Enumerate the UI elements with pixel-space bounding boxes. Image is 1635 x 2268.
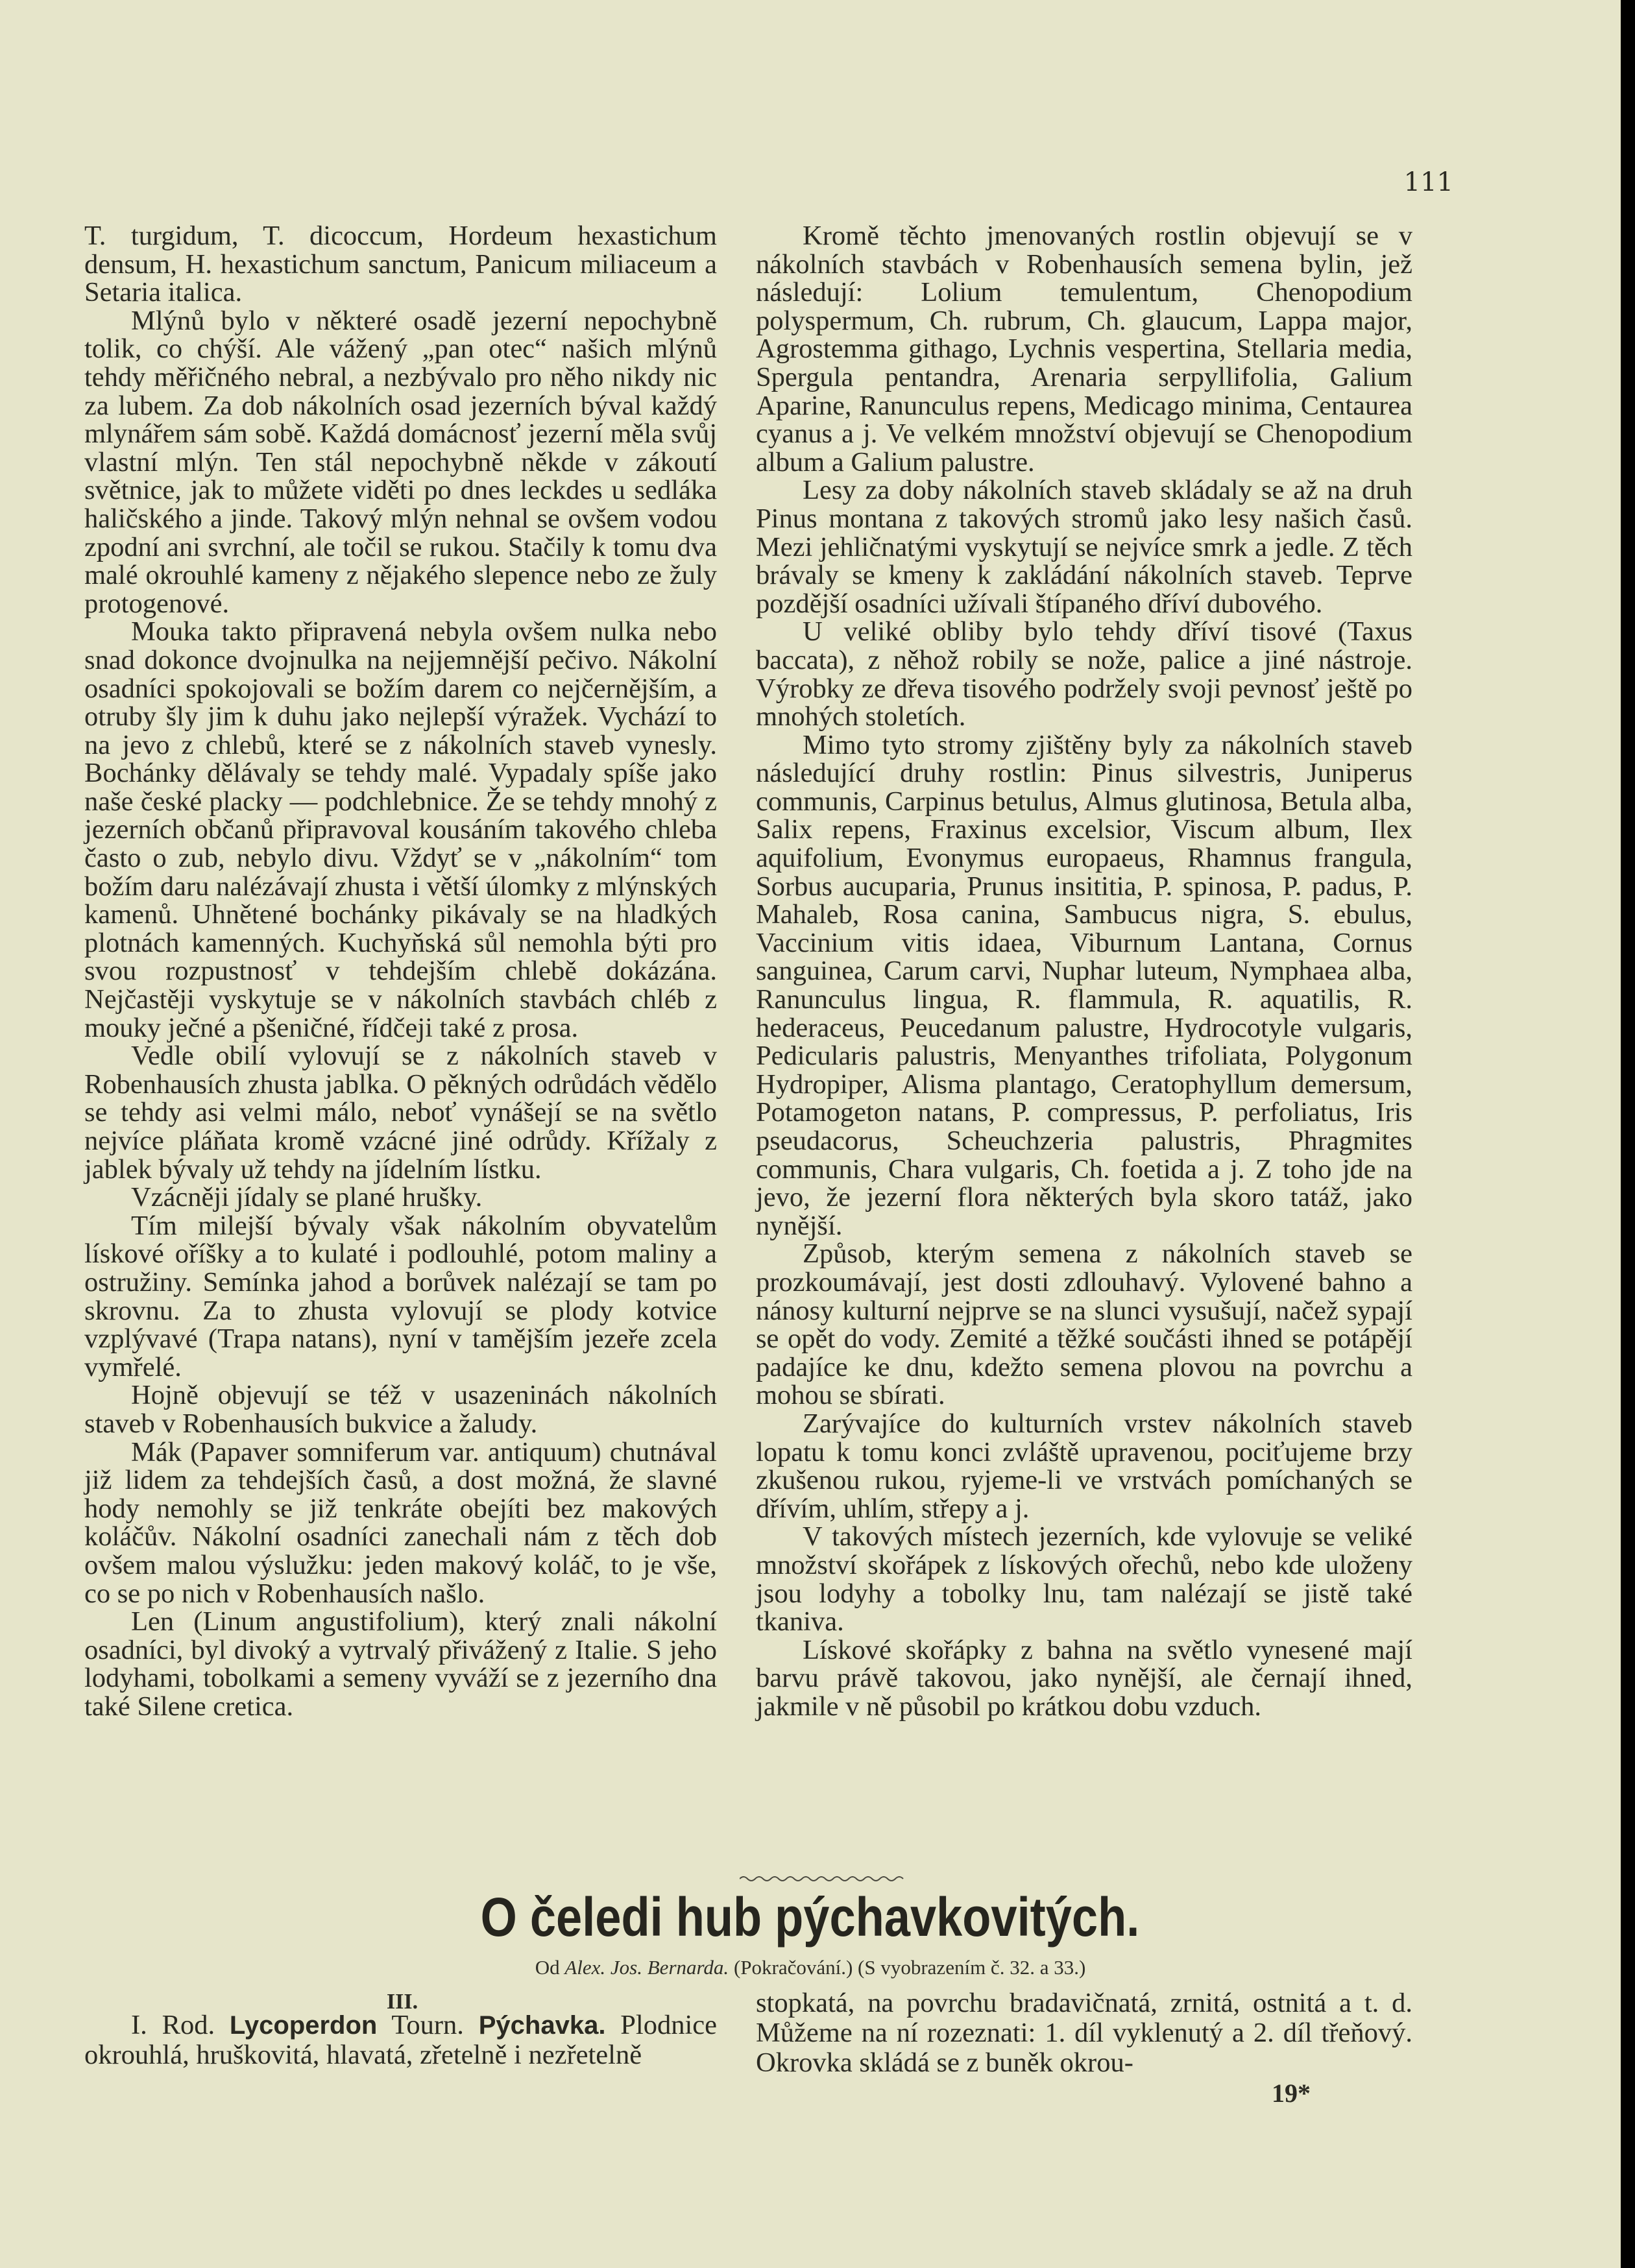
ornamental-rule xyxy=(740,1872,908,1885)
paragraph: Tím milejší bývaly však nákolním obyvatelům lískové oříšky a to kulaté i podlouhlé, potom maliny a ostružiny. Semínka jahod a borůvek nalézají se tam po skrovnu. Za to zhusta vylovují se plody kotvice vzplývavé (Trapa natans), nyní v tamějším jezeře zcela vymřelé. xyxy=(84,1210,717,1382)
paragraph: Hojně objevují se též v usazeninách nákolních staveb v Robenhausích bukvice a žaludy. xyxy=(84,1380,717,1439)
paragraph-text: Plodnice okrouhlá, hruškovitá, hlavatá, zřetelně i nezřetelně xyxy=(84,2010,718,2070)
paragraph: Vedle obilí vylovují se z nákolních staveb v Robenhausích zhusta jablka. O pěkných odrůdách vědělo se tehdy asi velmi málo, neboť vynášejí se na světlo nejvíce pláňata kromě vzácné jiné odrůdy. Křížaly z jablek bývaly už tehdy na jídelním lístku. xyxy=(84,1041,717,1185)
paragraph: Lískové skořápky z bahna na světlo vynesené mají barvu právě takovou, jako nynější, ale černají ihned, jakmile v ně působil po krátkou dobu vzduch. xyxy=(756,1634,1412,1722)
author-name: Alex. Jos. Bernarda. xyxy=(564,1956,729,1979)
signature-mark: 19* xyxy=(1272,2079,1311,2108)
genus-name: Lycoperdon xyxy=(229,2011,378,2040)
byline-suffix: (Pokračování.) (S vyobrazením č. 32. a 33.) xyxy=(733,1956,1086,1979)
paragraph: stopkatá, na povrchu bradavičnatá, zrnitá, ostnitá a t. d. Můžeme na ní rozeznati: 1. díl vyklenutý a 2. díl třeňový. Okrovka skládá se z buněk okrou- xyxy=(756,1988,1412,2078)
paragraph: Vzácněji jídaly se plané hrušky. xyxy=(131,1182,483,1213)
paragraph: U veliké obliby bylo tehdy dříví tisové (Taxus baccata), z něhož robily se nože, palice a jiné nástroje. Výrobky ze dřeva tisového podržely svoji pevnosť ještě po mnohých stoletích. xyxy=(756,616,1412,732)
paragraph: Mák (Papaver somniferum var. antiquum) chutnával již lidem za tehdejších časů, a dost možná, že slavné hody nemohly se již tenkráte obejíti bez makových koláčův. Nákolní osadníci zanechali nám z těch dob ovšem malou výslužku: jeden makový koláč, to je vše, co se po nich v Robenhausích našlo. xyxy=(84,1436,717,1609)
genus-authority: Tourn. xyxy=(391,2010,464,2040)
paragraph: Len (Linum angustifolium), který znali nákolní osadníci, byl divoký a vytrvalý přivážený z Italie. S jeho lodyhami, tobolkami a semeny vyváží se z jezerního dna také Silene cretica. xyxy=(84,1606,717,1722)
paragraph: Zarývajíce do kulturních vrstev nákolních staveb lopatu k tomu konci zvláště upravenou, pociťujeme brzy zkušenou rukou, ryjeme-li ve vrstvách pomíchaných se dřívím, uhlím, střepy a j. xyxy=(756,1408,1412,1524)
paragraph xyxy=(84,2010,717,2070)
paragraph: Způsob, kterým semena z nákolních staveb se prozkoumávají, jest dosti zdlouhavý. Vylovené bahno a nánosy kulturní nejprve se na slunci vysušují, načež sypají se opět do vody. Zemité a těžké součásti ihned se potápějí padajíce ke dnu, kdežto semena plovou na povrchu a mohou se sbírati. xyxy=(756,1238,1412,1411)
left-column xyxy=(84,222,717,1720)
article-right-column xyxy=(756,1988,1412,2078)
byline xyxy=(0,1956,1621,1979)
right-column xyxy=(756,222,1412,1720)
paragraph: Mimo tyto stromy zjištěny byly za nákolních staveb následující druhy rostlin: Pinus silvestris, Juniperus communis, Carpinus betulus, Almus glutinosa, Betula alba, Salix repens, Fraxinus excelsior, Viscum album, Ilex aquifolium, Evonymus europaeus, Rhamnus frangula, Sorbus aucuparia, Prunus insititia, P. spinosa, P. padus, P. Mahaleb, Rosa canina, Sambucus nigra, S. ebulus, Vaccinium vitis idaea, Viburnum Lantana, Cornus sanguinea, Carum carvi, Nuphar luteum, Nymphaea alba, Ranunculus lingua, R. flammula, R. aquatilis, R. hederaceus, Peucedanum palustre, Hydrocotyle vulgaris, Pedicularis palustris, Menyanthes trifoliata, Polygonum Hydropiper, Alisma plantago, Ceratophyllum demersum, Potamogeton natans, P. compressus, P. perfoliatus, Iris pseudacorus, Scheuchzeria palustris, Phragmites communis, Chara vulgaris, Ch. foetida a j. Z toho jde na jevo, že jezerní flora některých byla skoro tatáž, jako nynější. xyxy=(756,729,1412,1241)
byline-prefix: Od xyxy=(535,1956,560,1979)
section-number: III. xyxy=(386,1990,418,2014)
article-left-column xyxy=(84,2010,717,2070)
paragraph: Kromě těchto jmenovaných rostlin objevují se v nákolních stavbách v Robenhausích semena bylin, jež následují: Lolium temulentum, Chenopodium polyspermum, Ch. rubrum, Ch. glaucum, Lappa major, Agrostemma githago, Lychnis vespertina, Stellaria media, Spergula pentandra, Arenaria serpyllifolia, Galium Aparine, Ranunculus repens, Medicago minima, Centaurea cyanus a j. Ve velkém množství objevují se Chenopodium album a Galium palustre. xyxy=(756,221,1412,477)
paragraph: Mlýnů bylo v některé osadě jezerní nepochybně tolik, co chýší. Ale vážený „pan otec“ našich mlýnů tehdy měřičného nebral, a nezbývalo pro něho nikdy nic za lubem. Za dob nákolních osad jezerních býval každý mlynářem sám sobě. Každá domácnosť jezerní měla svůj vlastní mlýn. Ten stál nepochybně někde v zákoutí světnice, jak to můžete viděti po dnes leckdes u sedláka haličského a jinde. Takový mlýn nehnal se ovšem vodou zpodní ani svrchní, ale točil se rukou. Stačily k tomu dva malé okrouhlé kameny z nějakého slepence nebo ze žuly protogenové. xyxy=(84,305,717,619)
paragraph: Lesy za doby nákolních staveb skládaly se až na druh Pinus montana z takových stromů jako lesy našich časů. Mezi jehličnatými vyskytují se nejvíce smrk a jedle. Z těch brávaly se kmeny k zakládání nákolních staveb. Teprve pozdější osadníci užívali štípaného dříví dubového. xyxy=(756,475,1412,619)
czech-name: Pýchavka. xyxy=(478,2011,606,2040)
article-title: O čeledi hub pýchavkovitých. xyxy=(480,1887,1140,1948)
paragraph: V takových místech jezerních, kde vylovuje se veliké množství skořápek z lískových ořechů, nebo kde uloženy jsou lodyhy a tobolky lnu, tam nalézají se jistě také tkaniva. xyxy=(756,1521,1412,1637)
page-number: 111 xyxy=(1403,167,1453,197)
paragraph: T. turgidum, T. dicoccum, Hordeum hexastichum densum, H. hexastichum sanctum, Panicum miliaceum a Setaria italica. xyxy=(84,221,717,308)
genus-intro: I. Rod. xyxy=(131,2010,215,2040)
scan-edge xyxy=(1621,0,1635,2268)
paragraph: Mouka takto připravená nebyla ovšem nulka nebo snad dokonce dvojnulka na nejjemnější pečivo. Nákolní osadníci spokojovali se božím darem co nejčernějším, a otruby šly jim k duhu jako nejlepší výražek. Vychází to na jevo z chlebů, které se z nákolních staveb vynesly. Bochánky dělávaly se tehdy malé. Vypadaly spíše jako naše české placky — podchlebnice. Že se tehdy mnohý z jezerních občanů připravoval kousáním takového chleba často o zub, nebylo divu. Vždyť se v „nákolním“ tom božím daru nalézávají zhusta i větší úlomky z mlýnských kamenů. Uhnětené bochánky pikávaly se na hladkých plotnách kamenných. Kuchyňská sůl nemohla býti pro svou rozpustnosť v tehdejším chlebě dokázána. Nejčastěji vyskytuje se v nákolních stavbách chléb z mouky ječné a pšeničné, řídčeji také z prosa. xyxy=(84,616,717,1043)
